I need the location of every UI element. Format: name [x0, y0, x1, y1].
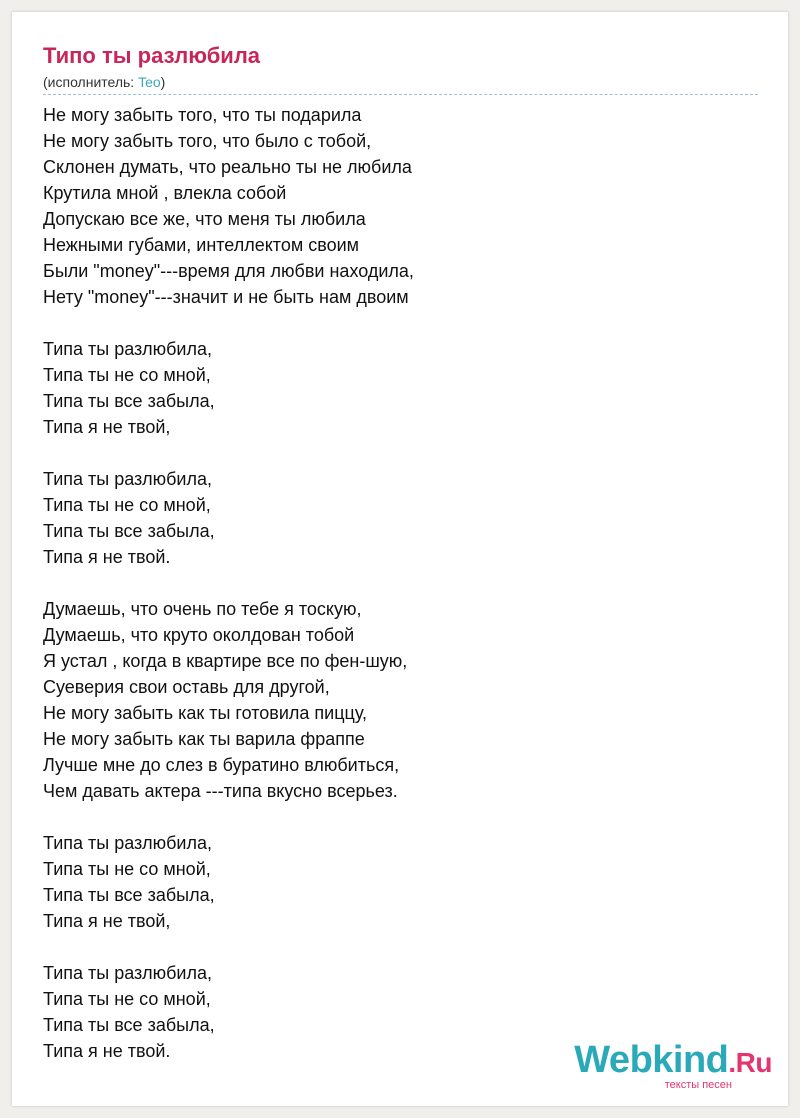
lyrics-line: Не могу забыть как ты готовила пиццу, — [43, 703, 368, 723]
lyrics-line: Не могу забыть того, что ты подарила — [43, 105, 362, 125]
lyrics-line: Думаешь, что очень по тебе я тоскую, — [43, 599, 362, 619]
artist-line — [43, 73, 758, 91]
lyrics-line: Нету "money"---значит и не быть нам двоим — [43, 287, 409, 307]
lyrics-line: Типа я не твой, — [43, 911, 171, 931]
lyrics-line: Я устал , когда в квартире все по фен-шую, — [43, 651, 408, 671]
lyrics-stanza — [43, 102, 758, 310]
lyrics-line: Типа ты разлюбила, — [43, 963, 212, 983]
lyrics-line: Нежными губами, интеллектом своим — [43, 235, 360, 255]
lyrics-line: Думаешь, что круто околдован тобой — [43, 625, 355, 645]
lyrics-line: Типа ты не со мной, — [43, 859, 211, 879]
artist-link[interactable]: Teo — [138, 74, 161, 90]
lyrics-line: Суеверия свои оставь для другой, — [43, 677, 330, 697]
lyrics-line: Типа ты не со мной, — [43, 989, 211, 1009]
lyrics-stanza — [43, 336, 758, 440]
webkind-logo[interactable] — [572, 1040, 772, 1090]
lyrics-line: Лучше мне до слез в буратино влюбиться, — [43, 755, 400, 775]
song-title: Типо ты разлюбила — [43, 43, 261, 68]
lyrics-line: Типа ты разлюбила, — [43, 469, 212, 489]
lyrics-line: Типа ты разлюбила, — [43, 339, 212, 359]
lyrics-line: Типа ты все забыла, — [43, 391, 215, 411]
lyrics-stanza — [43, 830, 758, 934]
lyrics-stanza — [43, 596, 758, 804]
lyrics-line: Типа ты разлюбила, — [43, 833, 212, 853]
lyrics-line: Не могу забыть как ты варила фраппе — [43, 729, 365, 749]
logo-suffix: .Ru — [728, 1047, 772, 1078]
artist-suffix: ) — [160, 74, 166, 90]
lyrics-stanza — [43, 466, 758, 570]
lyrics-line: Типа ты все забыла, — [43, 885, 215, 905]
lyrics-body — [43, 102, 758, 1090]
header-divider — [43, 94, 758, 95]
lyrics-line: Типа ты все забыла, — [43, 521, 215, 541]
lyrics-page — [12, 12, 788, 1106]
logo-wordmark — [572, 1040, 772, 1083]
lyrics-line: Склонен думать, что реально ты не любила — [43, 157, 412, 177]
lyrics-line: Типа ты все забыла, — [43, 1015, 215, 1035]
lyrics-line: Типа ты не со мной, — [43, 495, 211, 515]
artist-prefix: (исполнитель: — [43, 74, 139, 90]
lyrics-line: Типа я не твой. — [43, 1041, 171, 1061]
lyrics-line: Типа ты не со мной, — [43, 365, 211, 385]
logo-main-text: Webkind — [574, 1039, 729, 1081]
lyrics-line: Крутила мной , влекла собой — [43, 183, 287, 203]
lyrics-line: Типа я не твой. — [43, 547, 171, 567]
lyrics-line: Типа я не твой, — [43, 417, 171, 437]
logo-tagline: тексты песен — [664, 1079, 732, 1091]
lyrics-line: Допускаю все же, что меня ты любила — [43, 209, 366, 229]
lyrics-line: Чем давать актера ---типа вкусно всерьез. — [43, 781, 398, 801]
lyrics-line: Были "money"---время для любви находила, — [43, 261, 414, 281]
lyrics-line: Не могу забыть того, что было с тобой, — [43, 131, 372, 151]
song-header — [43, 42, 758, 95]
